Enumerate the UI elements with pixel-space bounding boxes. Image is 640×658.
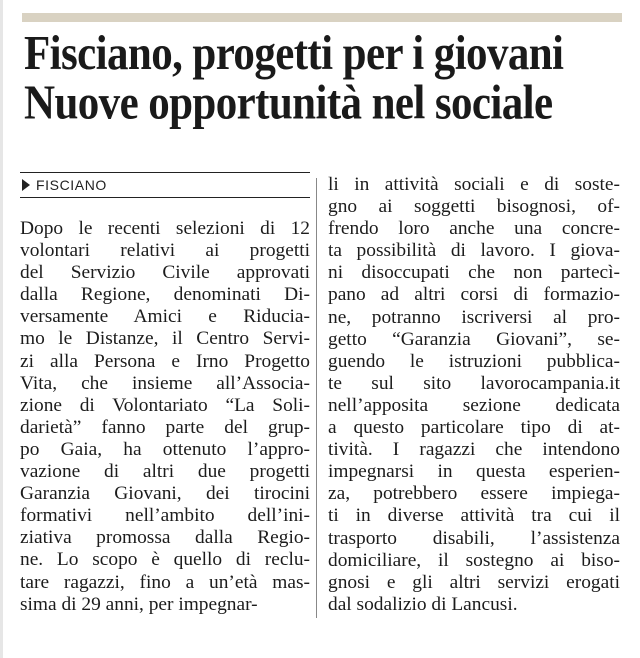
text-line: tare ragazzi, fino a un’età mas- — [20, 571, 310, 593]
text-line: frendo loro anche una concre- — [328, 218, 620, 240]
text-line: Garanzia Giovani, dei tirocini — [20, 483, 310, 505]
article-column-right — [328, 174, 620, 616]
text-line: gno ai soggetti bisognosi, of- — [328, 196, 620, 218]
text-line: guendo le istruzioni pubblica- — [328, 350, 620, 372]
text-line: Vita, che insieme all’Associa- — [20, 372, 310, 394]
text-line: del Servizio Civile approvati — [20, 262, 310, 284]
article-body-right — [328, 174, 620, 616]
column-divider — [316, 178, 317, 618]
text-line: darietà” fanno parte del grup- — [20, 416, 310, 438]
text-line: ni disoccupati che non partecì- — [328, 262, 620, 284]
text-line: versamente Amici e Riducia- — [20, 306, 310, 328]
text-line: getto “Garanzia Giovani”, se- — [328, 328, 620, 350]
text-line: volontari relativi ai progetti — [20, 240, 310, 262]
section-label: FISCIANO — [36, 177, 107, 193]
headline-line-2: Nuove opportunità nel sociale — [24, 77, 553, 130]
text-line: Dopo le recenti selezioni di 12 — [20, 218, 310, 239]
text-line: ne, potranno iscriversi al pro- — [328, 306, 620, 328]
article-column-left — [20, 172, 310, 616]
text-line: mo le Distanze, il Centro Servi- — [20, 328, 310, 350]
text-line: po Gaia, ha ottenuto l’appro- — [20, 438, 310, 460]
text-line: dalla Regione, denominati Di- — [20, 284, 310, 306]
text-line: dal sodalizio di Lancusi. — [328, 593, 518, 615]
text-line: ta possibilità di lavoro. I giova- — [328, 240, 620, 262]
text-line: impegnarsi in questa esperien- — [328, 461, 620, 483]
article-body-left — [20, 218, 310, 616]
text-line: zi alla Persona e Irno Progetto — [20, 350, 310, 372]
text-line: ti in diverse attività tra cui il — [328, 505, 620, 527]
text-line: te sul sito lavorocampania.it — [328, 372, 620, 394]
section-tag — [20, 172, 310, 198]
text-line: trasporto disabili, l’assistenza — [328, 527, 620, 549]
text-line: li in attività sociali e di soste- — [328, 174, 620, 195]
headline — [24, 27, 624, 130]
text-line: ne. Lo scopo è quello di reclu- — [20, 549, 310, 571]
text-line: za, potrebbero essere impiega- — [328, 483, 620, 505]
text-line: gnosi e gli altri servizi erogati — [328, 571, 620, 593]
text-line: ziativa promossa dalla Regio- — [20, 527, 310, 549]
headline-line-1: Fisciano, progetti per i giovani — [24, 27, 564, 81]
text-line: domiciliare, il sostegno ai biso- — [328, 549, 620, 571]
triangle-bullet-icon — [22, 179, 30, 191]
text-line: zione di Volontariato “La Soli- — [20, 394, 310, 416]
page-edge-shadow — [0, 0, 3, 658]
text-line: nell’apposita sezione dedicata — [328, 394, 620, 416]
top-color-rule — [22, 13, 622, 22]
text-line: a questo particolare tipo di at- — [328, 417, 620, 439]
text-line: pano ad altri corsi di formazio- — [328, 284, 620, 306]
text-line: tività. I ragazzi che intendono — [328, 439, 620, 461]
text-line: formativi nell’ambito dell’ini- — [20, 505, 310, 527]
text-line: vazione di altri due progetti — [20, 461, 310, 483]
text-line: sima di 29 anni, per impegnar- — [20, 593, 258, 615]
